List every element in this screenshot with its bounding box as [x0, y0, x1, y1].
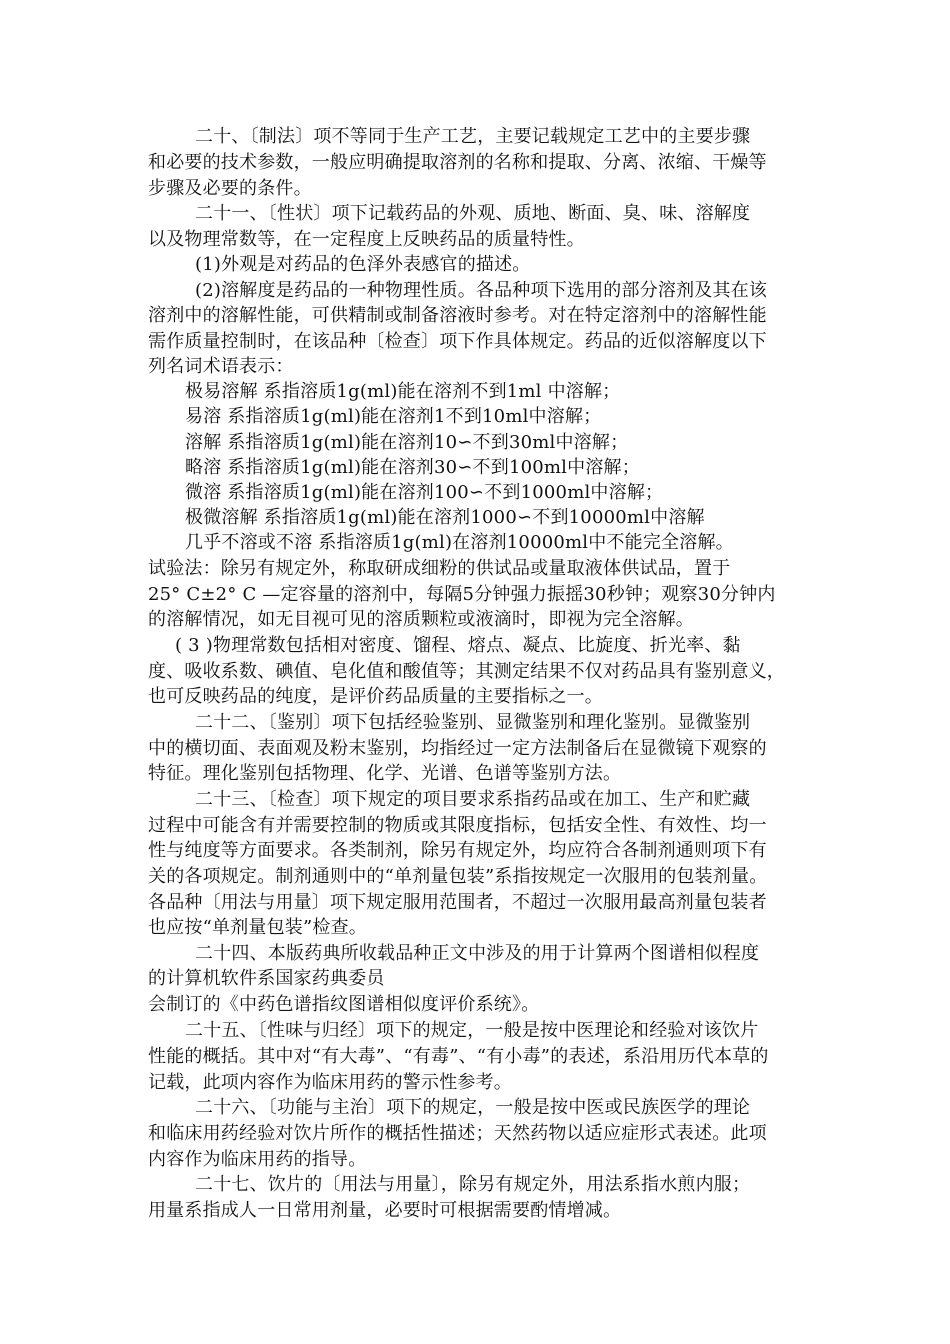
text-line: 和必要的技术参数，一般应明确提取溶剂的名称和提取、分离、浓缩、干燥等: [148, 152, 767, 173]
text-line: 的计算机软件系国家药典委员: [148, 968, 385, 989]
text-line: 二十三、〔检查〕项下规定的项目要求系指药品或在加工、生产和贮藏: [195, 789, 751, 810]
text-line: 以及物理常数等，在一定程度上反映药品的质量特性。: [148, 229, 585, 250]
text-line: 25° C±2° C —定容量的溶剂中，每隔5分钟强力振摇30秒钟；观察30分钟内: [148, 584, 776, 605]
text-line: 二十五、〔性味与归经〕项下的规定，一般是按中医理论和经验对该饮片: [185, 1020, 759, 1041]
text-line: 会制订的《中药色谱指纹图谱相似度评价系统》。: [148, 994, 540, 1015]
solubility-term-line: 微溶 系指溶质1g(ml)能在溶剂100∽不到1000ml中溶解；: [185, 482, 664, 503]
text-line: 性能的概括。其中对“有大毒”、“有毒”、“有小毒”的表述，系沿用历代本草的: [148, 1046, 769, 1067]
text-line: 度、吸收系数、碘值、皂化值和酸值等；其测定结果不仅对药品具有鉴别意义，: [148, 661, 785, 682]
solubility-term-line: 极易溶解 系指溶质1g(ml)能在溶剂不到1ml 中溶解；: [185, 381, 621, 402]
text-line: 和临床用药经验对饮片所作的概括性描述；天然药物以适应症形式表述。此项: [148, 1123, 767, 1144]
text-line: (1)外观是对药品的色泽外表感官的描述。: [195, 254, 531, 275]
text-line: 记载，此项内容作为临床用药的警示性参考。: [148, 1072, 512, 1093]
text-line: 二十七、饮片的〔用法与用量〕，除另有规定外，用法系指水煎内服；: [195, 1174, 751, 1195]
text-line: 也可反映药品的纯度，是评价药品质量的主要指标之一。: [148, 686, 603, 707]
text-line: 的溶解情况，如无目视可见的溶质颗粒或液滴时，即视为完全溶解。: [148, 609, 694, 630]
text-line: 内容作为临床用药的指导。: [148, 1149, 367, 1170]
text-line: 需作质量控制时，在该品种〔检查〕项下作具体规定。药品的近似溶解度以下: [148, 331, 767, 352]
text-line: 过程中可能含有并需要控制的物质或其限度指标，包括安全性、有效性、均一: [148, 815, 767, 836]
text-line: 二十四、本版药典所收载品种正文中涉及的用于计算两个图谱相似程度: [195, 943, 760, 964]
text-line: 中的横切面、表面观及粉末鉴别，均指经过一定方法制备后在显微镜下观察的: [148, 738, 767, 759]
text-line: 二十、〔制法〕项不等同于生产工艺，主要记载规定工艺中的主要步骤: [195, 126, 751, 147]
text-line: 步骤及必要的条件。: [148, 178, 312, 199]
text-line: (2)溶解度是药品的一种物理性质。各品种项下选用的部分溶剂及其在该: [195, 280, 768, 301]
solubility-term-line: 极微溶解 系指溶质1g(ml)能在溶剂1000∽不到10000ml中溶解: [185, 507, 705, 528]
text-line: ( 3 )物理常数包括相对密度、馏程、熔点、凝点、比旋度、折光率、黏: [175, 635, 741, 656]
solubility-term-line: 易溶 系指溶质1g(ml)能在溶剂1不到10ml中溶解；: [185, 406, 602, 427]
text-line: 关的各项规定。制剂通则中的“单剂量包装”系指按规定一次服用的包装剂量。: [148, 866, 768, 887]
text-line: 用量系指成人一日常用剂量，必要时可根据需要酌情增减。: [148, 1200, 622, 1221]
text-line: 性与纯度等方面要求。各类制剂，除另有规定外，均应符合各制剂通则项下有: [148, 840, 767, 861]
solubility-term-line: 略溶 系指溶质1g(ml)能在溶剂30∽不到100ml中溶解；: [185, 457, 640, 478]
text-line: 二十一、〔性状〕项下记载药品的外观、质地、断面、臭、味、溶解度: [195, 203, 751, 224]
text-line: 各品种〔用法与用量〕项下规定服用范围者，不超过一次服用最高剂量包装者: [148, 892, 767, 913]
solubility-term-line: 溶解 系指溶质1g(ml)能在溶剂10∽不到30ml中溶解；: [185, 432, 629, 453]
text-line: 试验法：除另有规定外，称取研成细粉的供试品或量取液体供试品，置于: [148, 558, 731, 579]
text-line: 二十六、〔功能与主治〕项下的规定，一般是按中医或民族医学的理论: [195, 1097, 751, 1118]
text-line: 二十二、〔鉴别〕项下包括经验鉴别、显微鉴别和理化鉴别。显微鉴别: [195, 712, 751, 733]
text-line: 溶剂中的溶解性能，可供精制或制备溶液时参考。对在特定溶剂中的溶解性能: [148, 305, 767, 326]
text-line: 特征。理化鉴别包括物理、化学、光谱、色谱等鉴别方法。: [148, 763, 622, 784]
text-line: 列名词术语表示：: [148, 356, 294, 377]
text-line: 也应按“单剂量包装”检查。: [148, 917, 368, 938]
solubility-term-line: 几乎不溶或不溶 系指溶质1g(ml)在溶剂10000ml中不能完全溶解。: [185, 532, 734, 553]
